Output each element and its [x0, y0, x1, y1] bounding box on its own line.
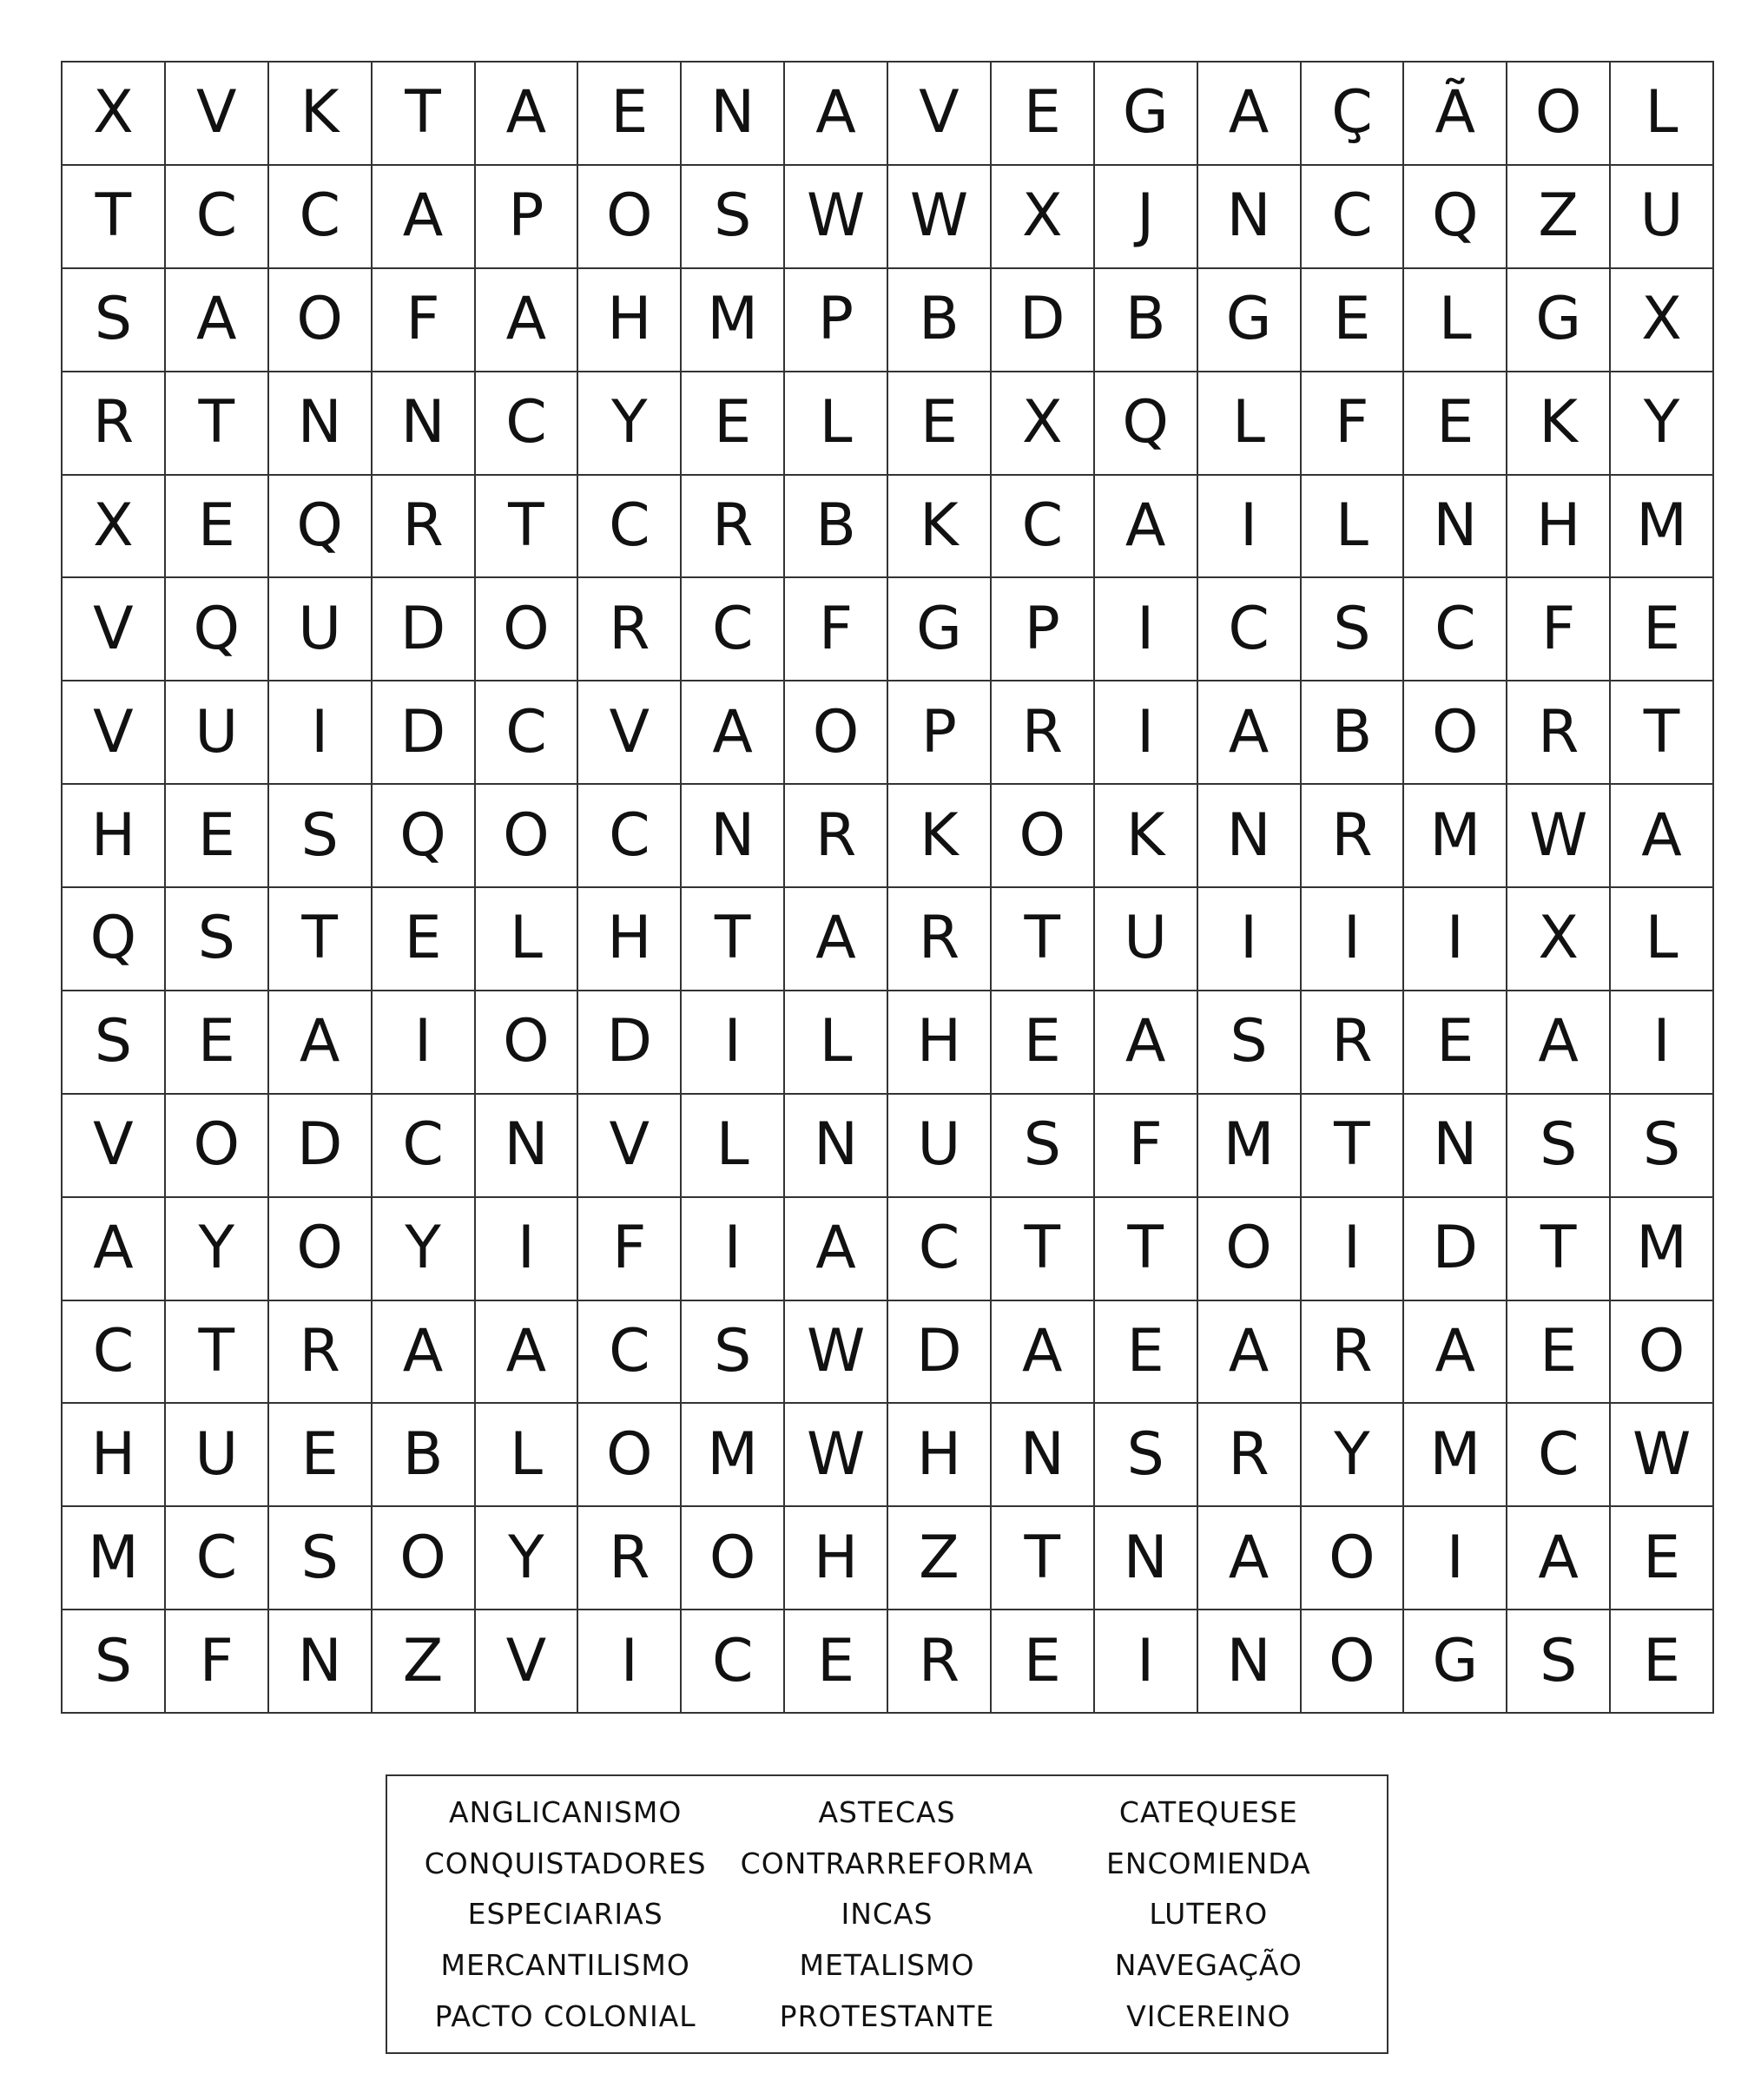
grid-cell[interactable]: F: [1095, 1095, 1198, 1198]
grid-cell[interactable]: C: [888, 1198, 992, 1301]
word-list-item: CONTRARREFORMA: [740, 1846, 1034, 1880]
grid-cell[interactable]: C: [373, 1095, 476, 1198]
grid-cell[interactable]: M: [1611, 476, 1714, 579]
grid-cell[interactable]: V: [63, 681, 166, 785]
grid-cell[interactable]: T: [682, 888, 785, 991]
word-list-item: METALISMO: [799, 1948, 975, 1983]
grid-cell[interactable]: A: [476, 63, 579, 166]
grid-cell[interactable]: A: [1198, 681, 1302, 785]
grid-cell[interactable]: N: [1198, 785, 1302, 888]
grid-cell[interactable]: C: [992, 476, 1095, 579]
grid-cell[interactable]: X: [63, 476, 166, 579]
grid-cell[interactable]: A: [682, 681, 785, 785]
grid-cell[interactable]: H: [578, 888, 682, 991]
grid-cell[interactable]: O: [1302, 1507, 1405, 1610]
grid-cell[interactable]: T: [166, 372, 269, 476]
grid-cell[interactable]: F: [373, 269, 476, 372]
grid-cell[interactable]: S: [682, 1301, 785, 1405]
grid-cell[interactable]: S: [1611, 1095, 1714, 1198]
grid-cell[interactable]: E: [1302, 269, 1405, 372]
grid-cell[interactable]: L: [1404, 269, 1507, 372]
grid-cell[interactable]: U: [1611, 166, 1714, 269]
grid-cell[interactable]: L: [1302, 476, 1405, 579]
word-list-item: MERCANTILISMO: [440, 1948, 690, 1983]
word-list: [386, 1774, 1388, 2054]
grid-cell[interactable]: V: [63, 578, 166, 681]
word-list-item: LUTERO: [1149, 1897, 1269, 1932]
grid-cell[interactable]: C: [269, 166, 373, 269]
grid-cell[interactable]: J: [1095, 166, 1198, 269]
grid-cell[interactable]: F: [1507, 578, 1611, 681]
grid-cell[interactable]: S: [166, 888, 269, 991]
grid-cell[interactable]: E: [785, 1610, 888, 1714]
word-list-item: ANGLICANISMO: [448, 1794, 683, 1829]
grid-cell[interactable]: B: [888, 269, 992, 372]
grid-cell[interactable]: K: [888, 476, 992, 579]
grid-cell[interactable]: O: [992, 785, 1095, 888]
grid-cell[interactable]: Y: [476, 1507, 579, 1610]
grid-cell[interactable]: A: [166, 269, 269, 372]
grid-cell[interactable]: C: [682, 578, 785, 681]
grid-cell[interactable]: N: [373, 372, 476, 476]
grid-cell[interactable]: S: [63, 991, 166, 1095]
grid-cell[interactable]: G: [888, 578, 992, 681]
word-list-item: CATEQUESE: [1118, 1794, 1298, 1829]
grid-cell[interactable]: Y: [578, 372, 682, 476]
grid-cell[interactable]: C: [476, 372, 579, 476]
grid-cell[interactable]: Y: [373, 1198, 476, 1301]
grid-cell[interactable]: I: [1302, 888, 1405, 991]
grid-cell[interactable]: R: [1302, 785, 1405, 888]
grid-cell[interactable]: U: [166, 1404, 269, 1507]
grid-cell[interactable]: P: [785, 269, 888, 372]
grid-cell[interactable]: O: [1507, 63, 1611, 166]
grid-cell[interactable]: X: [992, 166, 1095, 269]
grid-cell[interactable]: I: [1198, 888, 1302, 991]
grid-cell[interactable]: K: [269, 63, 373, 166]
grid-cell[interactable]: S: [682, 166, 785, 269]
word-list-item: PACTO COLONIAL: [434, 1999, 696, 2034]
grid-cell[interactable]: I: [1095, 1610, 1198, 1714]
grid-cell[interactable]: G: [1198, 269, 1302, 372]
grid-cell[interactable]: D: [578, 991, 682, 1095]
word-list-item: PROTESTANTE: [779, 1999, 995, 2034]
grid-cell[interactable]: N: [1404, 1095, 1507, 1198]
grid-cell[interactable]: T: [373, 63, 476, 166]
grid-cell[interactable]: R: [1198, 1404, 1302, 1507]
grid-cell[interactable]: W: [888, 166, 992, 269]
grid-cell[interactable]: A: [1198, 63, 1302, 166]
grid-cell[interactable]: Ç: [1302, 63, 1405, 166]
grid-cell[interactable]: E: [888, 372, 992, 476]
grid-cell[interactable]: R: [785, 785, 888, 888]
grid-cell[interactable]: K: [888, 785, 992, 888]
grid-cell[interactable]: T: [1302, 1095, 1405, 1198]
grid-cell[interactable]: O: [373, 1507, 476, 1610]
grid-cell[interactable]: R: [1507, 681, 1611, 785]
grid-cell[interactable]: F: [785, 578, 888, 681]
grid-cell[interactable]: C: [1302, 166, 1405, 269]
grid-cell[interactable]: M: [1611, 1198, 1714, 1301]
grid-cell[interactable]: N: [269, 372, 373, 476]
grid-cell[interactable]: M: [63, 1507, 166, 1610]
grid-cell[interactable]: S: [1302, 578, 1405, 681]
grid-cell[interactable]: L: [682, 1095, 785, 1198]
grid-cell[interactable]: I: [1095, 681, 1198, 785]
grid-cell[interactable]: L: [476, 1404, 579, 1507]
grid-cell[interactable]: I: [269, 681, 373, 785]
grid-cell[interactable]: A: [1404, 1301, 1507, 1405]
grid-cell[interactable]: T: [992, 1198, 1095, 1301]
grid-cell[interactable]: R: [1302, 991, 1405, 1095]
word-list-item: CONQUISTADORES: [424, 1846, 707, 1880]
grid-cell[interactable]: R: [63, 372, 166, 476]
grid-cell[interactable]: C: [1198, 578, 1302, 681]
grid-cell[interactable]: W: [785, 166, 888, 269]
grid-cell[interactable]: D: [888, 1301, 992, 1405]
word-list-item: ENCOMIENDA: [1105, 1846, 1311, 1880]
grid-cell[interactable]: E: [166, 476, 269, 579]
grid-cell[interactable]: T: [992, 888, 1095, 991]
grid-cell[interactable]: Q: [63, 888, 166, 991]
grid-cell[interactable]: X: [1611, 269, 1714, 372]
grid-cell[interactable]: N: [1404, 476, 1507, 579]
grid-cell[interactable]: V: [166, 63, 269, 166]
grid-cell[interactable]: I: [682, 991, 785, 1095]
grid-cell[interactable]: N: [269, 1610, 373, 1714]
grid-cell[interactable]: W: [785, 1404, 888, 1507]
grid-cell[interactable]: D: [373, 578, 476, 681]
grid-cell[interactable]: O: [682, 1507, 785, 1610]
grid-cell[interactable]: R: [373, 476, 476, 579]
grid-cell[interactable]: T: [1507, 1198, 1611, 1301]
grid-cell[interactable]: C: [63, 1301, 166, 1405]
grid-cell[interactable]: C: [578, 1301, 682, 1405]
grid-cell[interactable]: E: [1611, 1610, 1714, 1714]
grid-cell[interactable]: E: [166, 991, 269, 1095]
grid-cell[interactable]: A: [1198, 1301, 1302, 1405]
grid-cell[interactable]: R: [578, 578, 682, 681]
grid-cell[interactable]: L: [1198, 372, 1302, 476]
grid-cell[interactable]: N: [785, 1095, 888, 1198]
grid-cell[interactable]: U: [166, 681, 269, 785]
grid-cell[interactable]: E: [269, 1404, 373, 1507]
grid-cell[interactable]: S: [1095, 1404, 1198, 1507]
grid-cell[interactable]: R: [578, 1507, 682, 1610]
grid-cell[interactable]: E: [1611, 578, 1714, 681]
grid-cell[interactable]: O: [785, 681, 888, 785]
grid-cell[interactable]: L: [476, 888, 579, 991]
grid-cell[interactable]: H: [888, 1404, 992, 1507]
grid-cell[interactable]: I: [1302, 1198, 1405, 1301]
grid-cell[interactable]: T: [166, 1301, 269, 1405]
grid-cell[interactable]: N: [682, 785, 785, 888]
grid-cell[interactable]: Q: [166, 578, 269, 681]
grid-cell[interactable]: R: [269, 1301, 373, 1405]
grid-cell[interactable]: R: [1302, 1301, 1405, 1405]
grid-cell[interactable]: H: [63, 1404, 166, 1507]
grid-cell[interactable]: Z: [1507, 166, 1611, 269]
grid-cell[interactable]: V: [578, 1095, 682, 1198]
grid-cell[interactable]: N: [1095, 1507, 1198, 1610]
word-list-item: ESPECIARIAS: [467, 1897, 663, 1932]
grid-cell[interactable]: O: [166, 1095, 269, 1198]
grid-cell[interactable]: E: [1611, 1507, 1714, 1610]
grid-cell[interactable]: P: [476, 166, 579, 269]
grid-cell[interactable]: C: [476, 681, 579, 785]
grid-cell[interactable]: B: [1095, 269, 1198, 372]
grid-cell[interactable]: H: [578, 269, 682, 372]
grid-cell[interactable]: F: [166, 1610, 269, 1714]
grid-cell[interactable]: O: [476, 991, 579, 1095]
grid-cell[interactable]: A: [1507, 991, 1611, 1095]
grid-cell[interactable]: I: [1095, 578, 1198, 681]
grid-cell[interactable]: R: [992, 681, 1095, 785]
grid-cell[interactable]: O: [476, 578, 579, 681]
grid-cell[interactable]: T: [269, 888, 373, 991]
grid-cell[interactable]: Q: [1404, 166, 1507, 269]
grid-cell[interactable]: S: [992, 1095, 1095, 1198]
grid-cell[interactable]: O: [578, 1404, 682, 1507]
grid-cell[interactable]: N: [992, 1404, 1095, 1507]
grid-cell[interactable]: X: [1507, 888, 1611, 991]
grid-cell[interactable]: T: [1095, 1198, 1198, 1301]
grid-cell[interactable]: I: [1404, 888, 1507, 991]
grid-cell[interactable]: C: [578, 785, 682, 888]
grid-cell[interactable]: M: [1404, 1404, 1507, 1507]
grid-cell[interactable]: K: [1507, 372, 1611, 476]
grid-cell[interactable]: R: [682, 476, 785, 579]
grid-cell[interactable]: V: [578, 681, 682, 785]
grid-cell[interactable]: O: [476, 785, 579, 888]
grid-cell[interactable]: I: [682, 1198, 785, 1301]
grid-cell[interactable]: T: [992, 1507, 1095, 1610]
grid-cell[interactable]: S: [63, 269, 166, 372]
grid-cell[interactable]: K: [1095, 785, 1198, 888]
grid-cell[interactable]: P: [888, 681, 992, 785]
grid-cell[interactable]: E: [992, 1610, 1095, 1714]
grid-cell[interactable]: B: [373, 1404, 476, 1507]
grid-cell[interactable]: A: [1611, 785, 1714, 888]
grid-cell[interactable]: I: [1611, 991, 1714, 1095]
word-list-item: ASTECAS: [818, 1794, 956, 1829]
grid-cell[interactable]: Q: [269, 476, 373, 579]
grid-cell[interactable]: L: [1611, 888, 1714, 991]
grid-cell[interactable]: F: [578, 1198, 682, 1301]
grid-cell[interactable]: D: [1404, 1198, 1507, 1301]
grid-cell[interactable]: Z: [373, 1610, 476, 1714]
grid-cell[interactable]: D: [992, 269, 1095, 372]
grid-cell[interactable]: V: [63, 1095, 166, 1198]
grid-cell[interactable]: Ã: [1404, 63, 1507, 166]
grid-cell[interactable]: I: [373, 991, 476, 1095]
grid-cell[interactable]: T: [63, 166, 166, 269]
grid-cell[interactable]: X: [63, 63, 166, 166]
grid-cell[interactable]: A: [1507, 1507, 1611, 1610]
grid-cell[interactable]: A: [785, 63, 888, 166]
grid-cell[interactable]: N: [1198, 1610, 1302, 1714]
grid-cell[interactable]: E: [1404, 372, 1507, 476]
grid-cell[interactable]: W: [785, 1301, 888, 1405]
grid-cell[interactable]: I: [1404, 1507, 1507, 1610]
grid-cell[interactable]: L: [785, 991, 888, 1095]
grid-cell[interactable]: S: [1198, 991, 1302, 1095]
grid-cell[interactable]: O: [1611, 1301, 1714, 1405]
grid-cell[interactable]: V: [888, 63, 992, 166]
grid-cell[interactable]: O: [1302, 1610, 1405, 1714]
grid-cell[interactable]: M: [1404, 785, 1507, 888]
grid-cell[interactable]: O: [1198, 1198, 1302, 1301]
grid-cell[interactable]: G: [1095, 63, 1198, 166]
grid-cell[interactable]: E: [1404, 991, 1507, 1095]
grid-cell[interactable]: I: [1198, 476, 1302, 579]
grid-cell[interactable]: E: [1095, 1301, 1198, 1405]
grid-cell[interactable]: C: [1507, 1404, 1611, 1507]
grid-cell[interactable]: B: [785, 476, 888, 579]
grid-cell[interactable]: A: [63, 1198, 166, 1301]
grid-cell[interactable]: A: [1198, 1507, 1302, 1610]
grid-cell[interactable]: M: [682, 1404, 785, 1507]
grid-cell[interactable]: O: [578, 166, 682, 269]
grid-cell[interactable]: O: [269, 1198, 373, 1301]
grid-cell[interactable]: E: [992, 63, 1095, 166]
grid-cell[interactable]: Y: [166, 1198, 269, 1301]
grid-cell[interactable]: B: [1302, 681, 1405, 785]
grid-cell[interactable]: A: [785, 1198, 888, 1301]
grid-cell[interactable]: C: [1404, 578, 1507, 681]
grid-cell[interactable]: A: [476, 1301, 579, 1405]
grid-cell[interactable]: H: [63, 785, 166, 888]
grid-cell[interactable]: W: [1611, 1404, 1714, 1507]
grid-cell[interactable]: L: [785, 372, 888, 476]
grid-cell[interactable]: Y: [1302, 1404, 1405, 1507]
grid-cell[interactable]: H: [785, 1507, 888, 1610]
grid-cell[interactable]: N: [682, 63, 785, 166]
grid-cell[interactable]: G: [1507, 269, 1611, 372]
word-list-item: INCAS: [841, 1897, 933, 1932]
grid-cell[interactable]: M: [682, 269, 785, 372]
grid-cell[interactable]: A: [1095, 476, 1198, 579]
grid-cell[interactable]: U: [888, 1095, 992, 1198]
grid-cell[interactable]: Z: [888, 1507, 992, 1610]
grid-cell[interactable]: S: [269, 785, 373, 888]
word-list-item: VICEREINO: [1126, 1999, 1291, 2034]
grid-cell[interactable]: G: [1404, 1610, 1507, 1714]
grid-cell[interactable]: U: [269, 578, 373, 681]
grid-cell[interactable]: Q: [1095, 372, 1198, 476]
grid-cell[interactable]: R: [888, 1610, 992, 1714]
grid-cell[interactable]: X: [992, 372, 1095, 476]
grid-cell[interactable]: O: [269, 269, 373, 372]
grid-cell[interactable]: S: [1507, 1610, 1611, 1714]
grid-cell[interactable]: E: [578, 63, 682, 166]
grid-cell[interactable]: I: [578, 1610, 682, 1714]
grid-cell[interactable]: S: [63, 1610, 166, 1714]
grid-cell[interactable]: E: [682, 372, 785, 476]
grid-cell[interactable]: C: [166, 1507, 269, 1610]
grid-cell[interactable]: A: [269, 991, 373, 1095]
grid-cell[interactable]: F: [1302, 372, 1405, 476]
letter-grid: [61, 61, 1714, 1714]
grid-cell[interactable]: O: [1404, 681, 1507, 785]
word-list-item: NAVEGAÇÃO: [1114, 1948, 1303, 1983]
grid-cell[interactable]: N: [1198, 166, 1302, 269]
grid-cell[interactable]: S: [269, 1507, 373, 1610]
grid-cell[interactable]: M: [1198, 1095, 1302, 1198]
grid-cell[interactable]: A: [476, 269, 579, 372]
grid-cell[interactable]: R: [888, 888, 992, 991]
grid-cell[interactable]: H: [1507, 476, 1611, 579]
grid-cell[interactable]: H: [888, 991, 992, 1095]
grid-cell[interactable]: A: [992, 1301, 1095, 1405]
grid-cell[interactable]: D: [373, 681, 476, 785]
grid-cell[interactable]: T: [476, 476, 579, 579]
grid-cell[interactable]: U: [1095, 888, 1198, 991]
grid-cell[interactable]: C: [682, 1610, 785, 1714]
grid-cell[interactable]: A: [1095, 991, 1198, 1095]
grid-cell[interactable]: E: [992, 991, 1095, 1095]
grid-cell[interactable]: E: [373, 888, 476, 991]
grid-cell[interactable]: D: [269, 1095, 373, 1198]
grid-cell[interactable]: W: [1507, 785, 1611, 888]
grid-cell[interactable]: N: [476, 1095, 579, 1198]
grid-cell[interactable]: T: [1611, 681, 1714, 785]
grid-cell[interactable]: E: [166, 785, 269, 888]
grid-cell[interactable]: A: [373, 1301, 476, 1405]
grid-cell[interactable]: L: [1611, 63, 1714, 166]
grid-cell[interactable]: A: [373, 166, 476, 269]
grid-cell[interactable]: C: [578, 476, 682, 579]
grid-cell[interactable]: E: [1507, 1301, 1611, 1405]
grid-cell[interactable]: A: [785, 888, 888, 991]
grid-cell[interactable]: S: [1507, 1095, 1611, 1198]
grid-cell[interactable]: Q: [373, 785, 476, 888]
grid-cell[interactable]: Y: [1611, 372, 1714, 476]
grid-cell[interactable]: C: [166, 166, 269, 269]
grid-cell[interactable]: I: [476, 1198, 579, 1301]
grid-cell[interactable]: P: [992, 578, 1095, 681]
grid-cell[interactable]: V: [476, 1610, 579, 1714]
